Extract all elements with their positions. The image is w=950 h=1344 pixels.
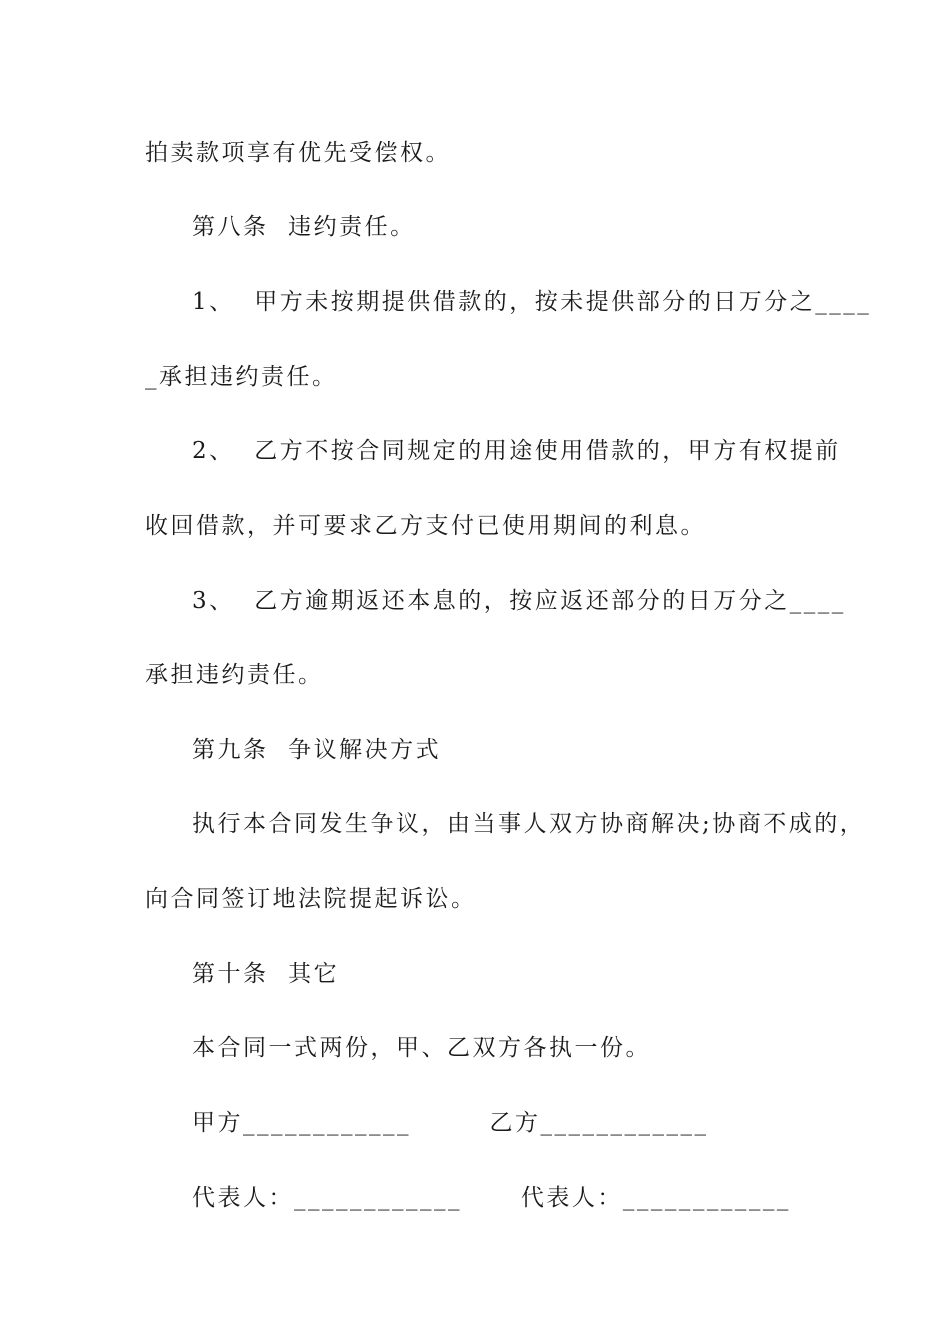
paragraph-line: 2、 乙方不按合同规定的用途使用借款的，甲方有权提前: [192, 438, 841, 464]
paragraph-line: 1、 甲方未按期提供借款的，按未提供部分的日万分之____: [192, 289, 872, 315]
paragraph-line: 本合同一式两份，甲、乙双方各执一份。: [192, 1035, 651, 1061]
article-heading: 第九条 争议解决方式: [192, 737, 442, 763]
paragraph-line: 3、 乙方逾期返还本息的，按应返还部分的日万分之____: [192, 588, 846, 614]
paragraph-line: 执行本合同发生争议，由当事人双方协商解决;协商不成的，: [192, 811, 866, 837]
paragraph-line: 承担违约责任。: [145, 662, 324, 688]
paragraph-line: 收回借款，并可要求乙方支付已使用期间的利息。: [145, 513, 706, 539]
paragraph-line: _承担违约责任。: [145, 364, 338, 390]
article-heading: 第八条 违约责任。: [192, 214, 416, 240]
signature-line-representatives: 代表人：____________ 代表人：____________: [192, 1185, 791, 1211]
paragraph-line: 拍卖款项享有优先受偿权。: [145, 140, 451, 166]
paragraph-line: 向合同签订地法院提起诉讼。: [145, 886, 477, 912]
article-heading: 第十条 其它: [192, 961, 340, 987]
signature-line-parties: 甲方____________ 乙方____________: [192, 1110, 709, 1136]
